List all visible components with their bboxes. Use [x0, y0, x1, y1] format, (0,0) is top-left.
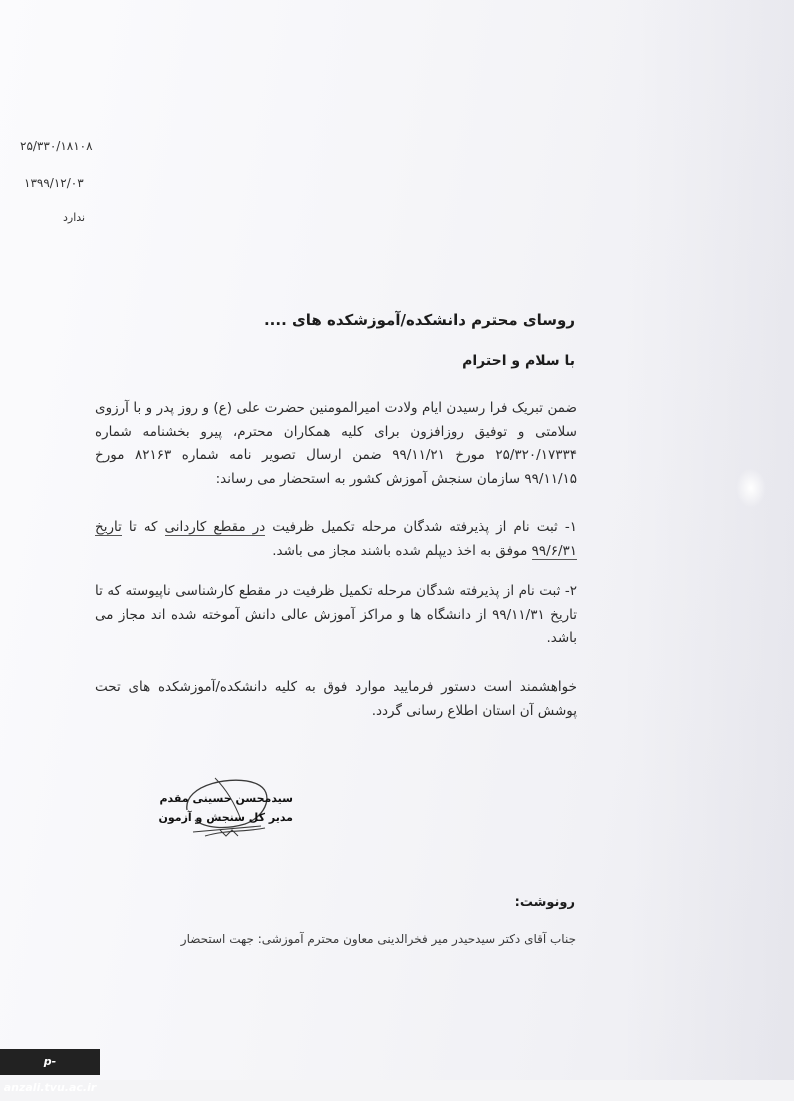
signatory-name: سیدمحسن حسینی مقدم	[159, 792, 293, 805]
page-shadow	[624, 0, 794, 1080]
signature-block	[158, 770, 295, 845]
item1-underlined-degree: در مقطع کاردانی	[164, 519, 266, 535]
item1-text-b: که تا	[121, 519, 165, 535]
request-paragraph: خواهشمند است دستور فرمایید موارد فوق به کلیه دانشکده/آموزشکده های تحت پوشش آن استان اطلاع رسانی گردد.	[95, 679, 577, 719]
item1-text-a: ۱- ثبت نام از پذیرفته شدگان مرحله تکمیل ظرفیت	[265, 519, 577, 535]
site-watermark: p-anzali.tvu.ac.ir	[0, 1049, 100, 1075]
list-item-1	[95, 516, 577, 563]
item1-underlined-date: تاریخ ۹۹/۶/۳۱	[95, 519, 577, 559]
item1-text-c: موفق به اخذ دیپلم شده باشند مجاز می باشد.	[272, 542, 532, 559]
list-item-2: ۲- ثبت نام از پذیرفته شدگان مرحله تکمیل ظرفیت در مقطع کارشناسی ناپیوسته که تا تاریخ ۹۹/۱۱/۳۱ از دانشگاه ها و مراکز آموزش عالی دانش آموخته شده اند مجاز می باشد.	[95, 583, 577, 646]
salutation: با سلام و احترام	[462, 353, 575, 369]
paper-crease	[736, 468, 766, 508]
letter-number: ۲۵/۳۳۰/۱۸۱۰۸	[20, 139, 93, 153]
cc-label: رونوشت:	[514, 895, 575, 910]
cc-recipient: جناب آقای دکتر سیدحیدر میر فخرالدینی معاون محترم آموزشی: جهت استحضار	[180, 932, 576, 946]
handwritten-signature-icon	[165, 770, 295, 845]
attachment-status: ندارد	[63, 211, 86, 224]
recipient-title: روسای محترم دانشکده/آموزشکده های ....	[263, 311, 575, 329]
intro-paragraph: ضمن تبریک فرا رسیدن ایام ولادت امیرالمومنین حضرت علی (ع) و روز پدر و با آرزوی سلامتی و توفیق روزافزون برای کلیه همکاران محترم، پیرو بخشنامه شماره ۲۵/۳۲۰/۱۷۳۳۴ مورخ ۹۹/۱۱/۲۱ ضمن ارسال تصویر نامه شماره ۸۲۱۶۳ مورخ ۹۹/۱۱/۱۵ سازمان سنجش آموزش کشور به استحضار می رساند:	[95, 400, 577, 487]
letter-date: ۱۳۹۹/۱۲/۰۳	[24, 176, 84, 190]
signatory-role: مدیر کل سنجش و آزمون	[158, 811, 293, 824]
